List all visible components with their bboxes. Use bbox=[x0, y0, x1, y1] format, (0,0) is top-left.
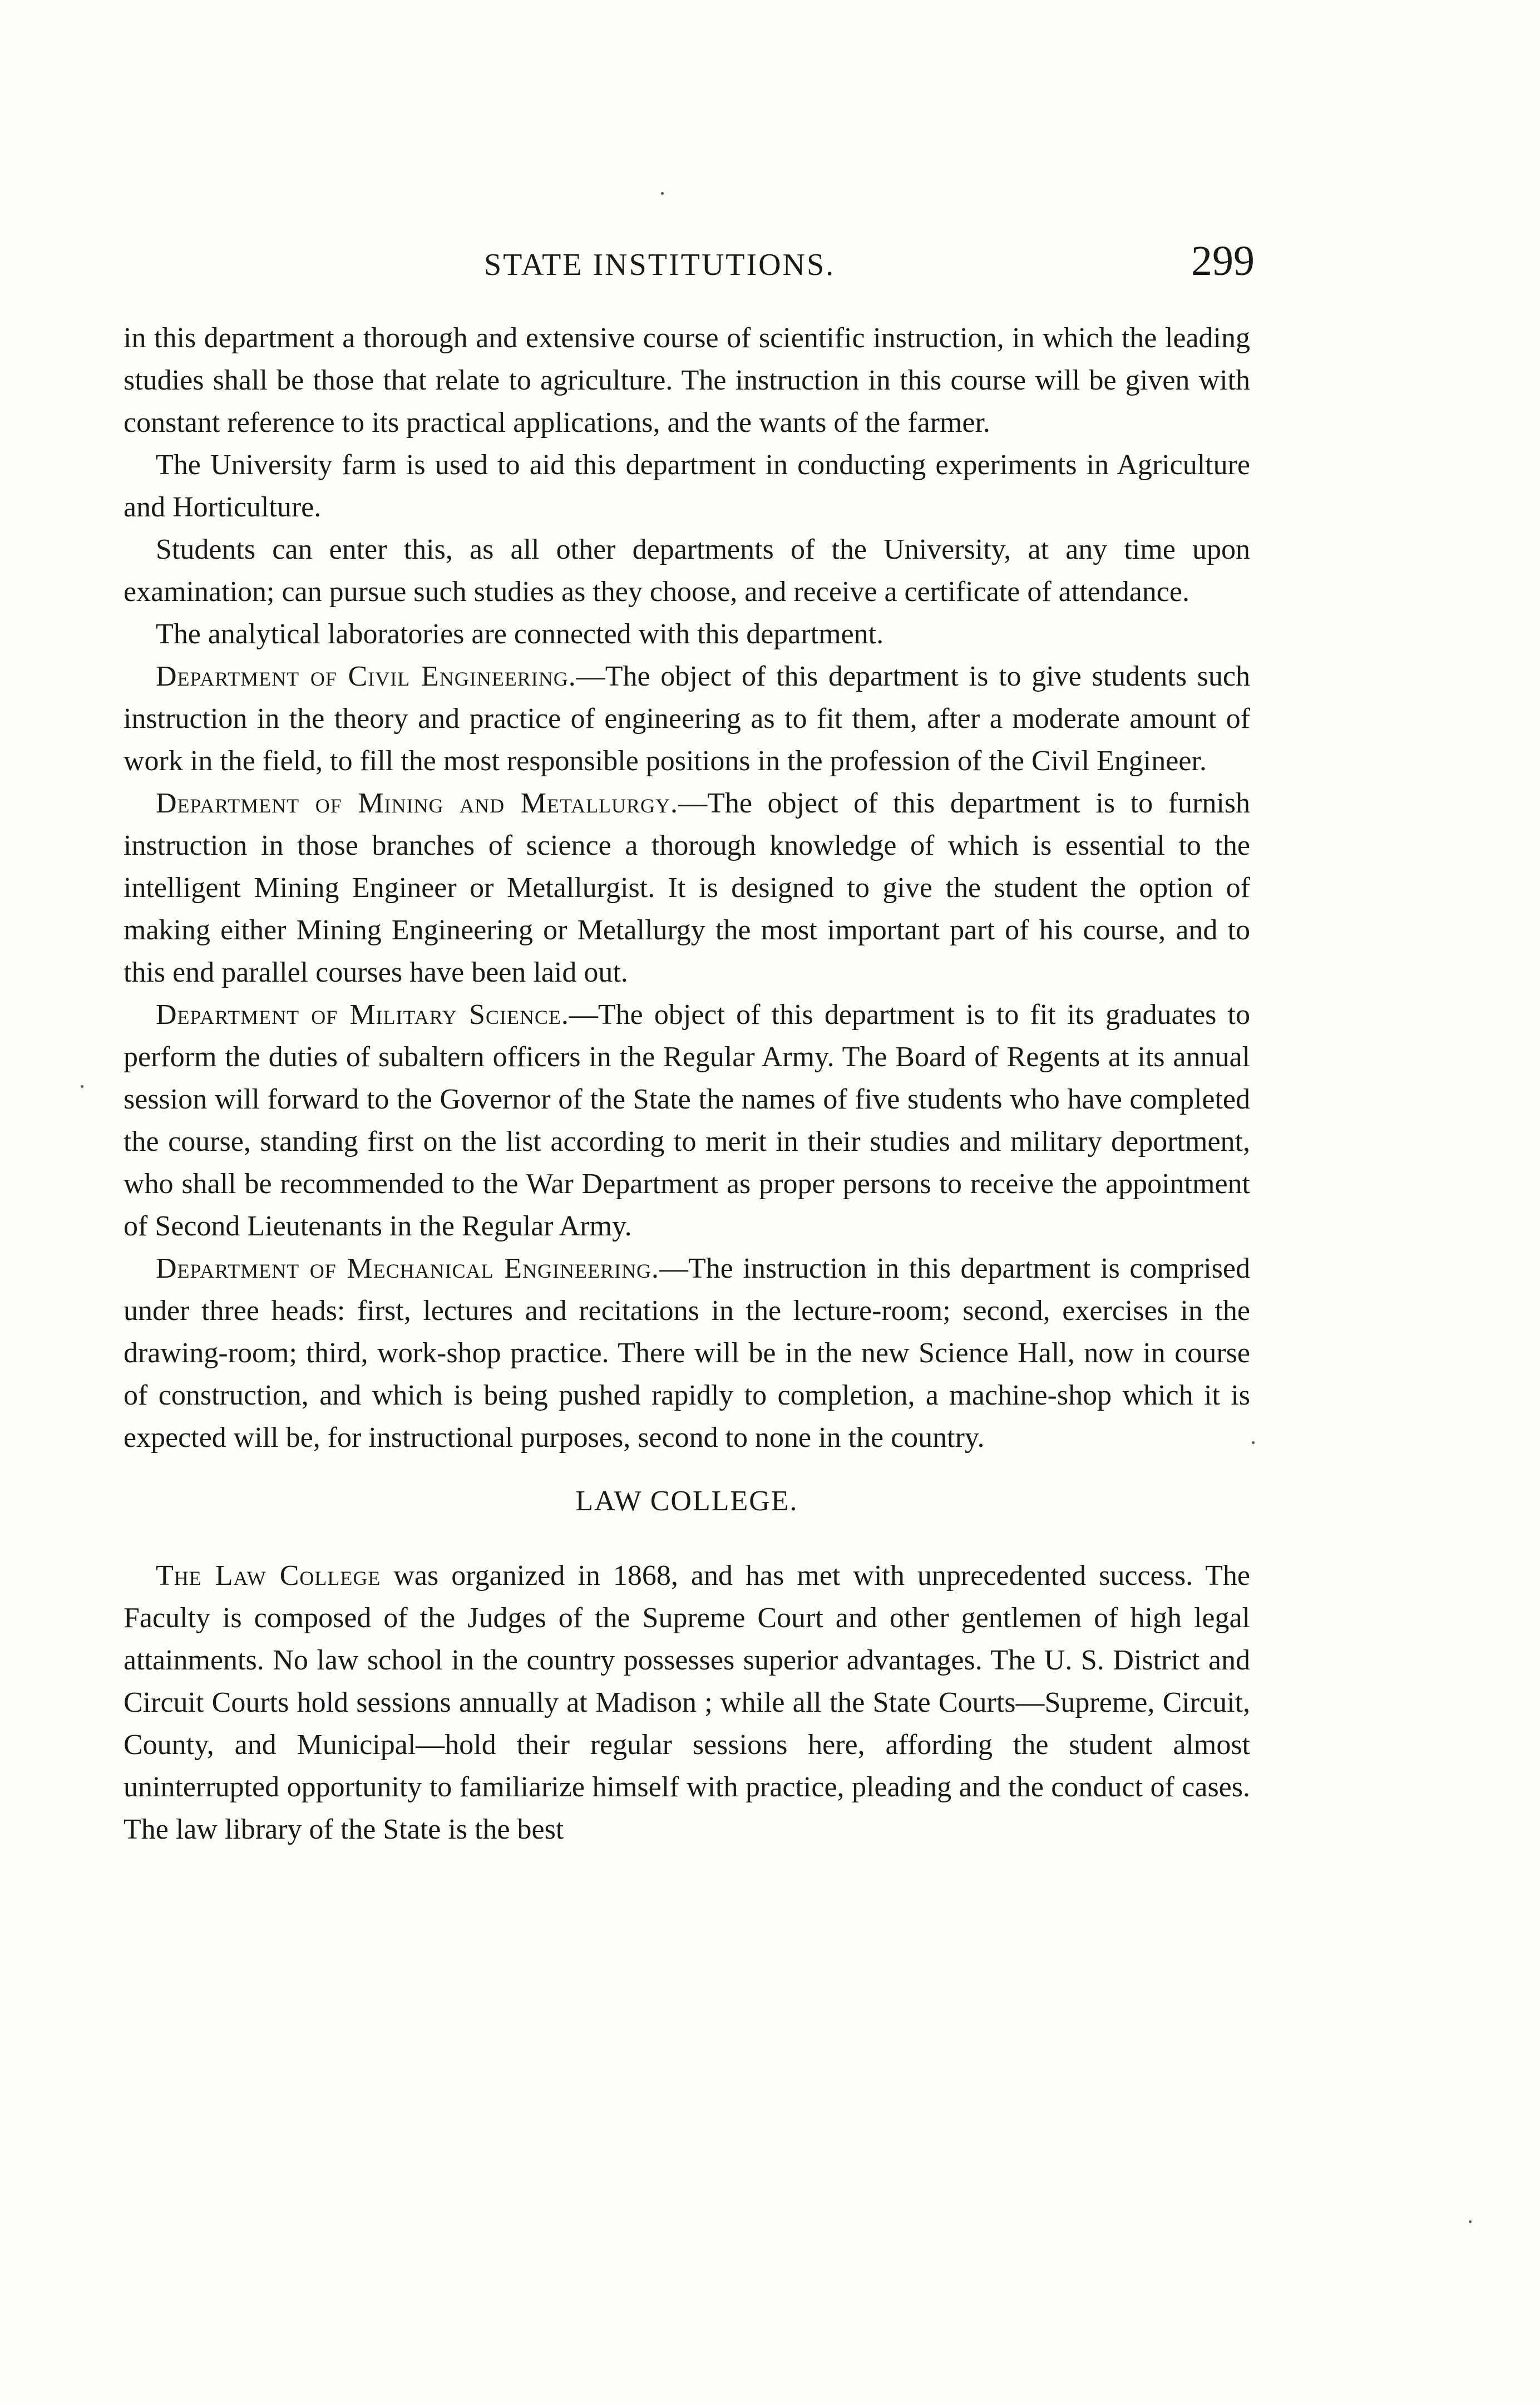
paragraph-mining-metallurgy bbox=[124, 782, 1250, 994]
paragraph-text: The University farm is used to aid this department in conducting experiments in Agriculture and Horticulture. bbox=[124, 449, 1250, 523]
paragraph-analytical-laboratories bbox=[124, 613, 1250, 656]
print-speck bbox=[1252, 1441, 1255, 1444]
running-head: STATE INSTITUTIONS. bbox=[484, 248, 836, 282]
paragraph-text: Students can enter this, as all other departments of the University, at any time upon examination; can pursue such studies as they choose, and receive a certificate of attendance. bbox=[124, 534, 1250, 608]
section-lead-civil-engineering: Department of Civil Engineering. bbox=[156, 661, 576, 692]
section-lead-mechanical-engineering: Department of Mechanical Engineering. bbox=[156, 1253, 660, 1284]
print-speck bbox=[1469, 2220, 1472, 2223]
paragraph-text: The analytical laboratories are connected with this department. bbox=[156, 618, 884, 650]
section-lead-law-college: The Law College bbox=[156, 1560, 381, 1592]
paragraph-text: —The object of this department is to give students such instruction in the theory and practice of engineering as to fit them, after a moderate amount of work in the field, to fill the most responsible positions in the profession of the Civil Engineer. bbox=[124, 661, 1250, 777]
paragraph-agriculture-continued bbox=[124, 317, 1250, 444]
section-lead-military-science: Department of Military Science. bbox=[156, 999, 569, 1031]
paragraph-university-farm bbox=[124, 444, 1250, 529]
print-speck bbox=[81, 1085, 83, 1088]
paragraph-mechanical-engineering bbox=[124, 1248, 1250, 1459]
paragraph-law-college bbox=[124, 1555, 1250, 1851]
paragraph-text: in this department a thorough and extensive course of scientific instruction, in which the leading studies shall be those that relate to agriculture. The instruction in this course will be given with constant reference to its practical applications, and the wants of the farmer. bbox=[124, 322, 1250, 439]
paragraph-text: —The object of this department is to fit its graduates to perform the duties of subaltern officers in the Regular Army. The Board of Regents at its annual session will forward to the Governor of the State the names of five students who have completed the course, standing first on the list according to merit in their studies and military deportment, who shall be recommended to the War Department as proper persons to receive the appointment of Second Lieutenants in the Regular Army. bbox=[124, 999, 1250, 1242]
paragraph-civil-engineering bbox=[124, 656, 1250, 782]
page-header bbox=[128, 237, 1255, 293]
section-heading-law-college: LAW COLLEGE. bbox=[575, 1485, 798, 1517]
page-number: 299 bbox=[1191, 238, 1255, 284]
body-text bbox=[124, 317, 1250, 1851]
section-lead-mining-metallurgy: Department of Mining and Metallurgy. bbox=[156, 787, 679, 819]
paragraph-students-enter bbox=[124, 529, 1250, 613]
paragraph-text: was organized in 1868, and has met with unprecedented success. The Faculty is composed of the Judges of the Supreme Court and other gentlemen of high legal attainments. No law school in the country possesses superior advantages. The U. S. District and Circuit Courts hold sessions annually at Madison ; while all the State Courts—Supreme, Circuit, County, and Municipal—hold their regular sessions here, affording the student almost uninterrupted opportunity to familiarize himself with practice, pleading and the conduct of cases. The law library of the State is the best bbox=[124, 1560, 1251, 1845]
print-speck bbox=[661, 192, 664, 195]
paragraph-text: —The object of this department is to furnish instruction in those branches of science a thorough knowledge of which is essential to the intelligent Mining Engineer or Metallurgist. It is designed to give the student the option of making either Mining Engineering or Metallurgy the most important part of his course, and to this end parallel courses have been laid out. bbox=[124, 787, 1250, 988]
paragraph-text: —The instruction in this department is comprised under three heads: first, lectures and recitations in the lecture-room; second, exercises in the drawing-room; third, work-shop practice. There will be in the new Science Hall, now in course of construction, and which is being pushed rapidly to completion, a machine-shop which it is expected will be, for instructional purposes, second to none in the country. bbox=[124, 1253, 1250, 1454]
paragraph-military-science bbox=[124, 994, 1250, 1248]
